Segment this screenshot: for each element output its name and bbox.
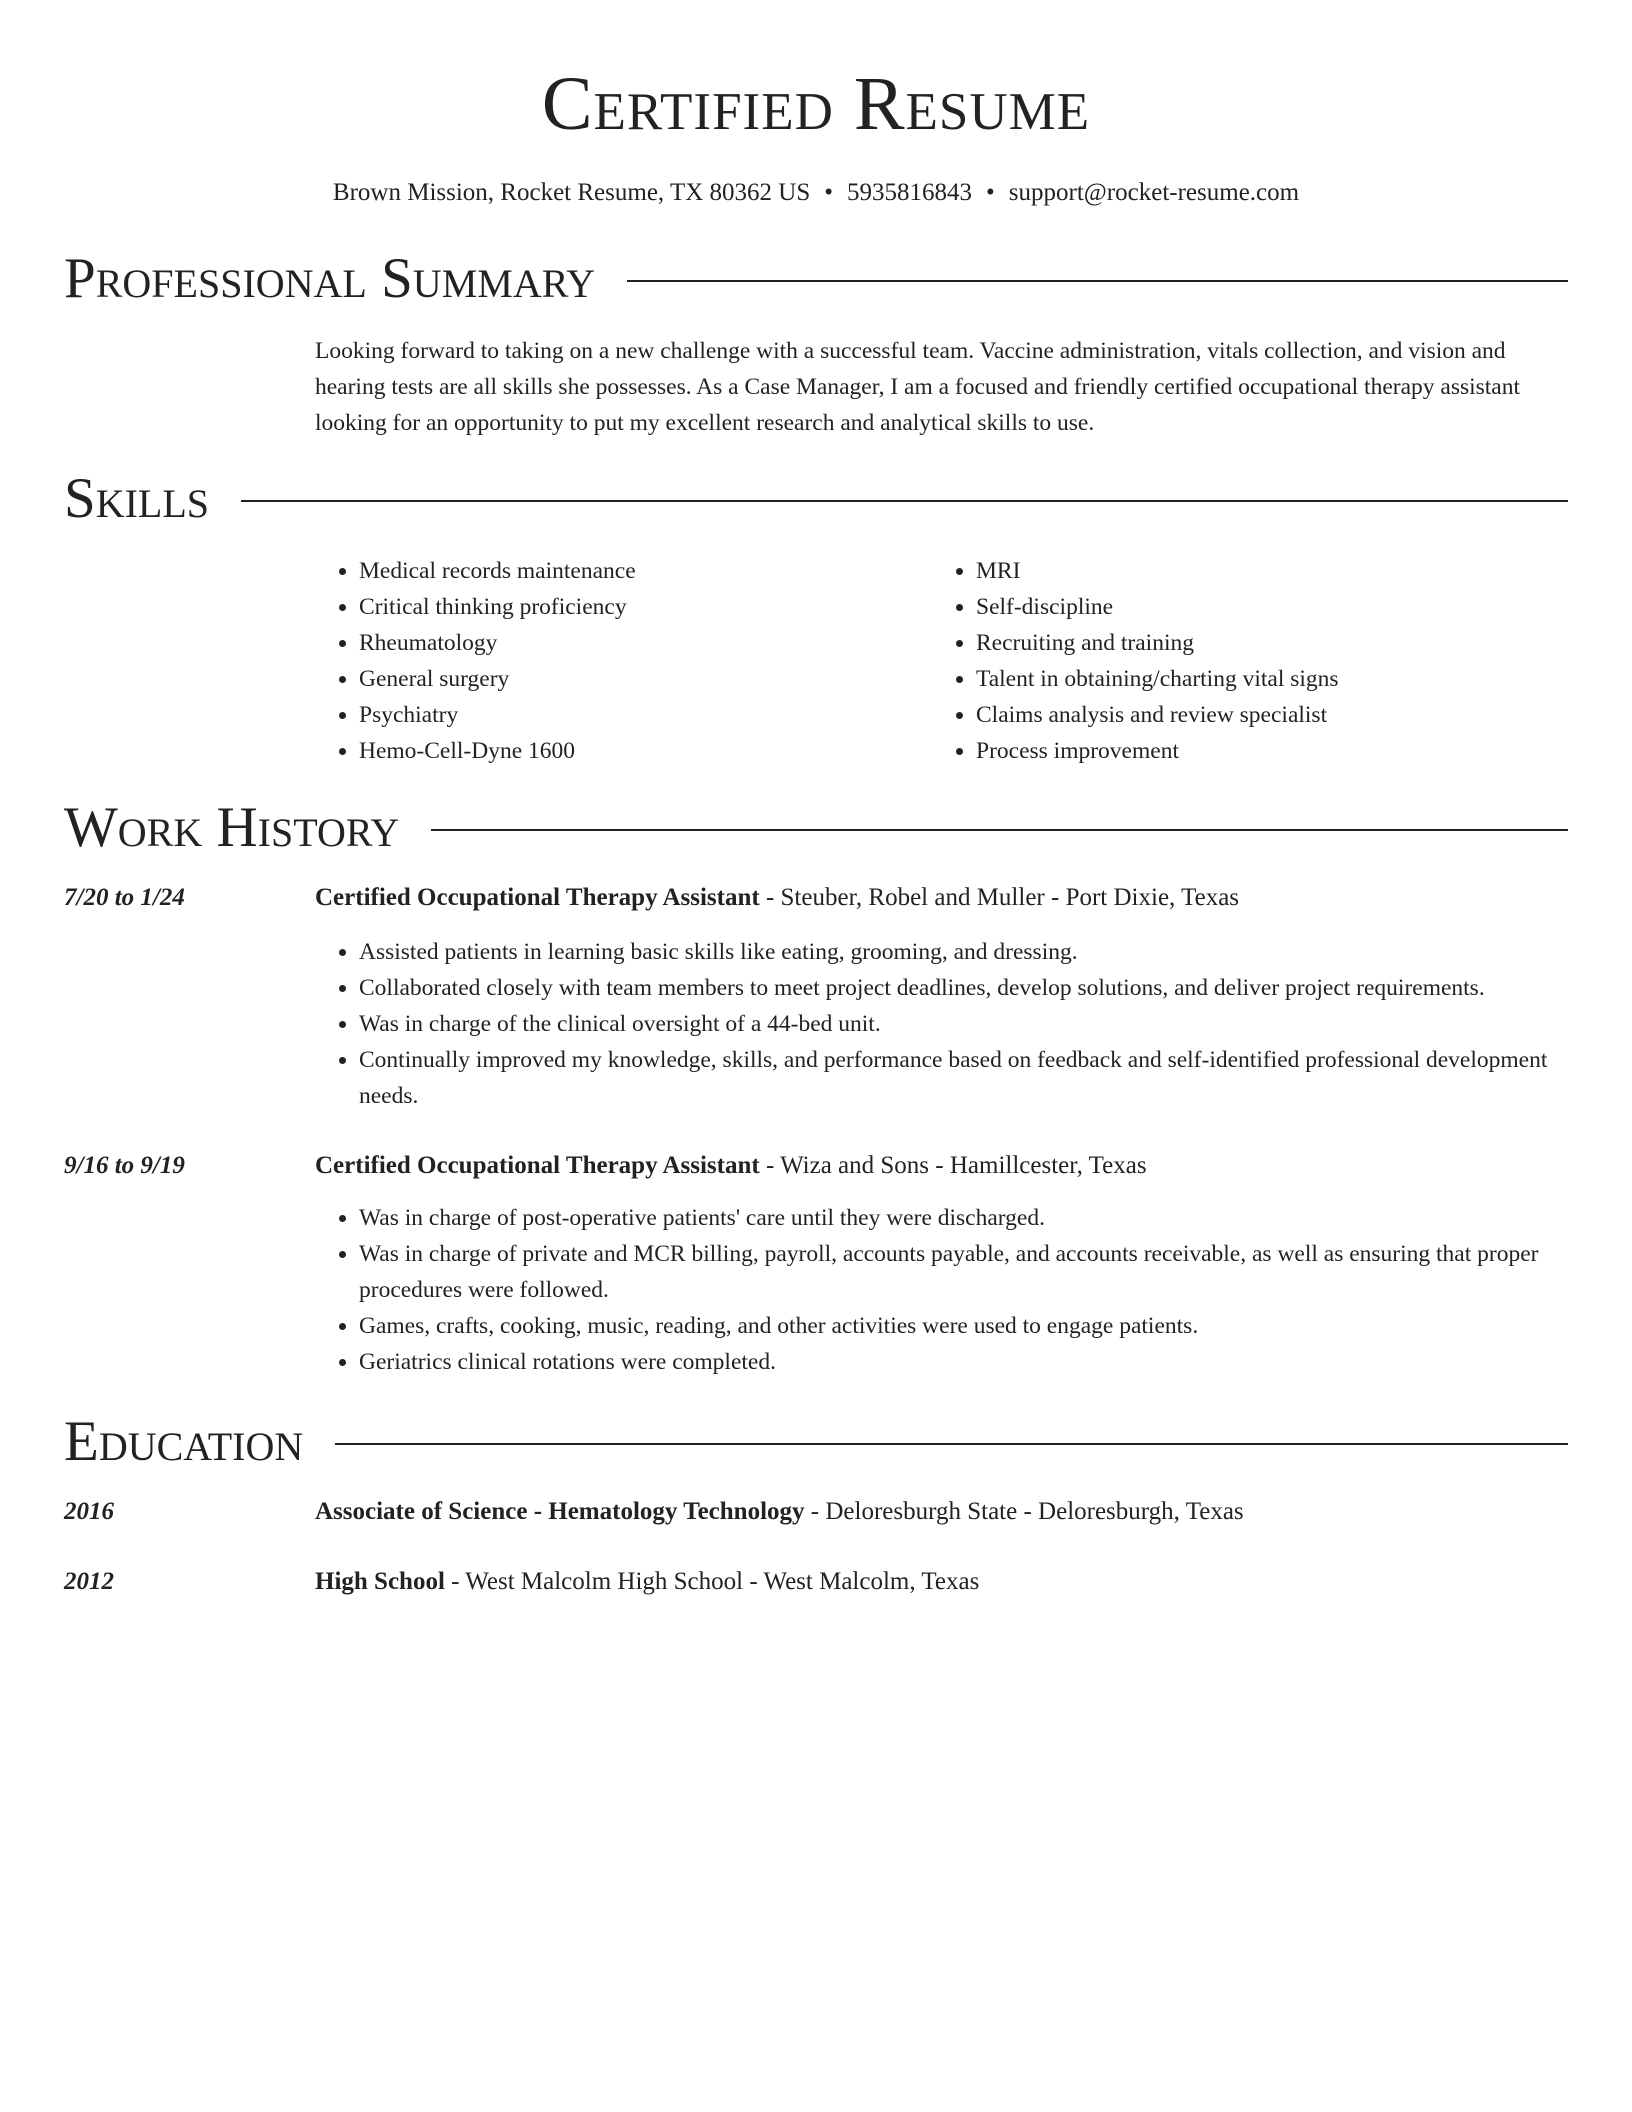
skill-item: • Hemo-Cell-Dyne 1600 bbox=[359, 733, 932, 769]
skill-item: • Talent in obtaining/charting vital signs bbox=[976, 661, 1549, 697]
job-title-line bbox=[315, 880, 1568, 916]
section-divider bbox=[241, 500, 1568, 502]
skills-right-list bbox=[932, 553, 1549, 769]
job-role: Certified Occupational Therapy Assistant bbox=[315, 1152, 760, 1179]
skill-item: • Rheumatology bbox=[359, 625, 932, 661]
contact-separator: • bbox=[824, 179, 834, 206]
education-degree: Associate of Science - Hematology Technology bbox=[315, 1498, 805, 1525]
section-divider bbox=[431, 829, 1568, 831]
education-school: - Deloresburgh State - Deloresburgh, Texas bbox=[804, 1498, 1244, 1525]
education-details bbox=[315, 1564, 1568, 1600]
skill-item: • Recruiting and training bbox=[976, 625, 1549, 661]
job-bullets bbox=[315, 1200, 1568, 1380]
skills-title: Skills bbox=[64, 467, 210, 530]
section-divider bbox=[627, 280, 1568, 282]
contact-phone: 5935816843 bbox=[847, 179, 973, 206]
job-role: Certified Occupational Therapy Assistant bbox=[315, 884, 760, 911]
job-bullet: • Games, crafts, cooking, music, reading, and other activities were used to engage patients. bbox=[359, 1308, 1568, 1344]
job-bullet: • Was in charge of post-operative patients' care until they were discharged. bbox=[359, 1200, 1568, 1236]
education-year: 2012 bbox=[64, 1568, 114, 1595]
work-title: Work History bbox=[64, 796, 400, 859]
education-year: 2016 bbox=[64, 1498, 114, 1525]
skill-item: • MRI bbox=[976, 553, 1549, 589]
education-section-header bbox=[64, 1410, 1568, 1474]
job-bullet: • Collaborated closely with team members to meet project deadlines, develop solutions, and deliver project requirements. bbox=[359, 970, 1568, 1006]
summary-title: Professional Summary bbox=[64, 247, 596, 310]
job-dates: 7/20 to 1/24 bbox=[64, 884, 185, 911]
skills-column-left bbox=[315, 553, 932, 769]
skills-column-right bbox=[932, 553, 1549, 769]
job-bullets bbox=[315, 934, 1568, 1114]
skill-item: • General surgery bbox=[359, 661, 932, 697]
job-entry bbox=[64, 1148, 1568, 1380]
job-bullet: • Was in charge of private and MCR billing, payroll, accounts payable, and accounts receivable, as well as ensuring that proper procedures were followed. bbox=[359, 1236, 1568, 1308]
skill-item: • Process improvement bbox=[976, 733, 1549, 769]
skill-item: • Critical thinking proficiency bbox=[359, 589, 932, 625]
resume-page bbox=[64, 0, 1568, 1600]
job-bullet: • Geriatrics clinical rotations were completed. bbox=[359, 1344, 1568, 1380]
job-bullet: • Continually improved my knowledge, skills, and performance based on feedback and self-identified professional development needs. bbox=[359, 1042, 1568, 1114]
job-title-line bbox=[315, 1148, 1568, 1184]
education-entry bbox=[64, 1564, 1568, 1600]
job-entry bbox=[64, 880, 1568, 1114]
education-school: - West Malcolm High School - West Malcolm, Texas bbox=[444, 1568, 980, 1595]
contact-address: Brown Mission, Rocket Resume, TX 80362 US bbox=[332, 179, 811, 206]
job-dates: 9/16 to 9/19 bbox=[64, 1152, 185, 1179]
education-details bbox=[315, 1494, 1568, 1530]
skill-item: • Psychiatry bbox=[359, 697, 932, 733]
education-title: Education bbox=[64, 1410, 304, 1473]
education-degree: High School bbox=[315, 1568, 445, 1595]
education-line bbox=[315, 1564, 1568, 1600]
resume-name: Certified Resume bbox=[541, 62, 1091, 146]
summary-text: Looking forward to taking on a new challenge with a successful team. Vaccine administration, vitals collection, and vision and hearing tests are all skills she possesses. As a Case Manager, I am a focused and friendly certified occupational therapy assistant looking for an opportunity to put my excellent research and analytical skills to use. bbox=[315, 338, 1521, 436]
job-details bbox=[315, 1148, 1568, 1380]
skill-item: • Claims analysis and review specialist bbox=[976, 697, 1549, 733]
skills-section-header bbox=[64, 467, 1568, 531]
job-details bbox=[315, 880, 1568, 1114]
skills-list bbox=[315, 553, 1568, 769]
contact-email: support@rocket-resume.com bbox=[1008, 179, 1300, 206]
skill-item: • Self-discipline bbox=[976, 589, 1549, 625]
summary-body bbox=[315, 333, 1568, 441]
summary-section-header bbox=[64, 247, 1568, 311]
section-divider bbox=[335, 1443, 1568, 1445]
contact-separator: • bbox=[986, 179, 995, 206]
job-bullet: • Assisted patients in learning basic skills like eating, grooming, and dressing. bbox=[359, 934, 1568, 970]
education-line bbox=[315, 1494, 1568, 1530]
skills-left-list bbox=[315, 553, 932, 769]
contact-line bbox=[64, 178, 1568, 208]
work-section-header bbox=[64, 796, 1568, 860]
education-entry bbox=[64, 1494, 1568, 1530]
skill-item: • Medical records maintenance bbox=[359, 553, 932, 589]
job-bullet: • Was in charge of the clinical oversight of a 44-bed unit. bbox=[359, 1006, 1568, 1042]
job-employer: - Wiza and Sons - Hamillcester, Texas bbox=[759, 1152, 1147, 1179]
job-employer: - Steuber, Robel and Muller - Port Dixie, Texas bbox=[759, 884, 1240, 911]
